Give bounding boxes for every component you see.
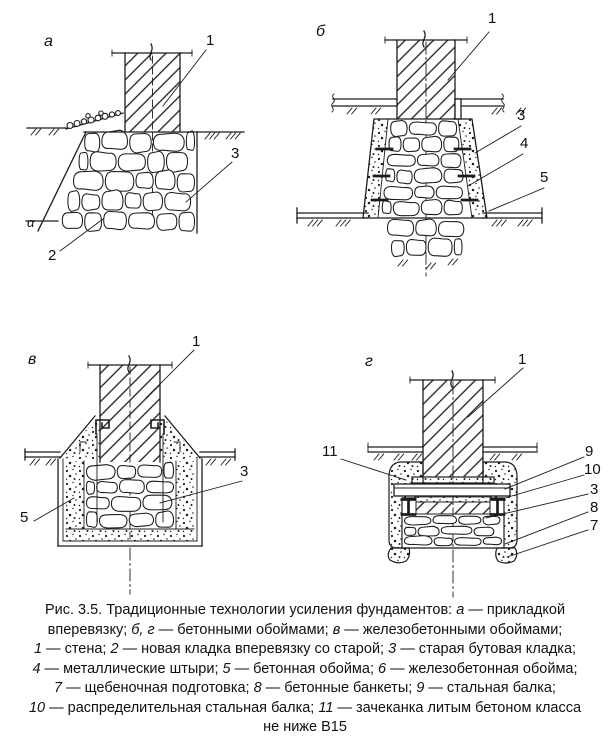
panel-g-callout-8: 8 bbox=[590, 499, 599, 516]
panel-g-callout-3: 3 bbox=[590, 481, 599, 498]
panel-b-callout-1: 1 bbox=[488, 10, 497, 27]
panel-v-callout-1: 1 bbox=[192, 333, 201, 350]
panel-b-callout-5: 5 bbox=[540, 169, 549, 186]
panel-g-callout-7: 7 bbox=[590, 517, 599, 534]
panel-b-drawing bbox=[297, 31, 544, 276]
panel-b-callout-4: 4 bbox=[520, 135, 529, 152]
panel-v-letter: в bbox=[28, 351, 37, 368]
panel-a-callout-3: 3 bbox=[231, 145, 240, 162]
panel-g-callout-11: 11 bbox=[322, 443, 338, 460]
panel-v-callout-5: 5 bbox=[20, 509, 29, 526]
panel-a-drawing bbox=[26, 44, 244, 251]
panel-a-callout-1: 1 bbox=[206, 32, 215, 49]
panel-b-callout-3: 3 bbox=[517, 107, 526, 124]
panel-g-callout-1: 1 bbox=[518, 351, 527, 368]
panel-a-letter: а bbox=[44, 33, 53, 50]
panel-a-callout-2: 2 bbox=[48, 247, 57, 264]
figure-caption: Рис. 3.5. Традиционные технологии усиления фундаментов: а — прикладкой вперевязку; б, г — бетонными обоймами; в — железобетонными обоймами; 1 — стена; 2 — новая кладка вперевязку со старой; 3 — старая бутовая кладка; 4 — металлические штыри; 5 — бетонная обойма; 6 — железобетонная обойма; 7 — щебеночная подготовка; 8 — бетонные банкеты; 9 — стальная балка; 10 — распределительная стальная балка; 11 — зачеканка литым бетоном класса не ниже В15 bbox=[28, 602, 582, 735]
panel-a-angle-label: α bbox=[27, 215, 35, 230]
panel-v-drawing bbox=[25, 350, 242, 594]
panel-g-callout-10: 10 bbox=[584, 461, 601, 478]
panel-g-drawing bbox=[341, 368, 588, 597]
panel-v-callout-3: 3 bbox=[240, 463, 249, 480]
panel-b-letter: б bbox=[316, 23, 325, 40]
panel-g-letter: г bbox=[365, 353, 373, 370]
panel-g-callout-9: 9 bbox=[585, 443, 594, 460]
